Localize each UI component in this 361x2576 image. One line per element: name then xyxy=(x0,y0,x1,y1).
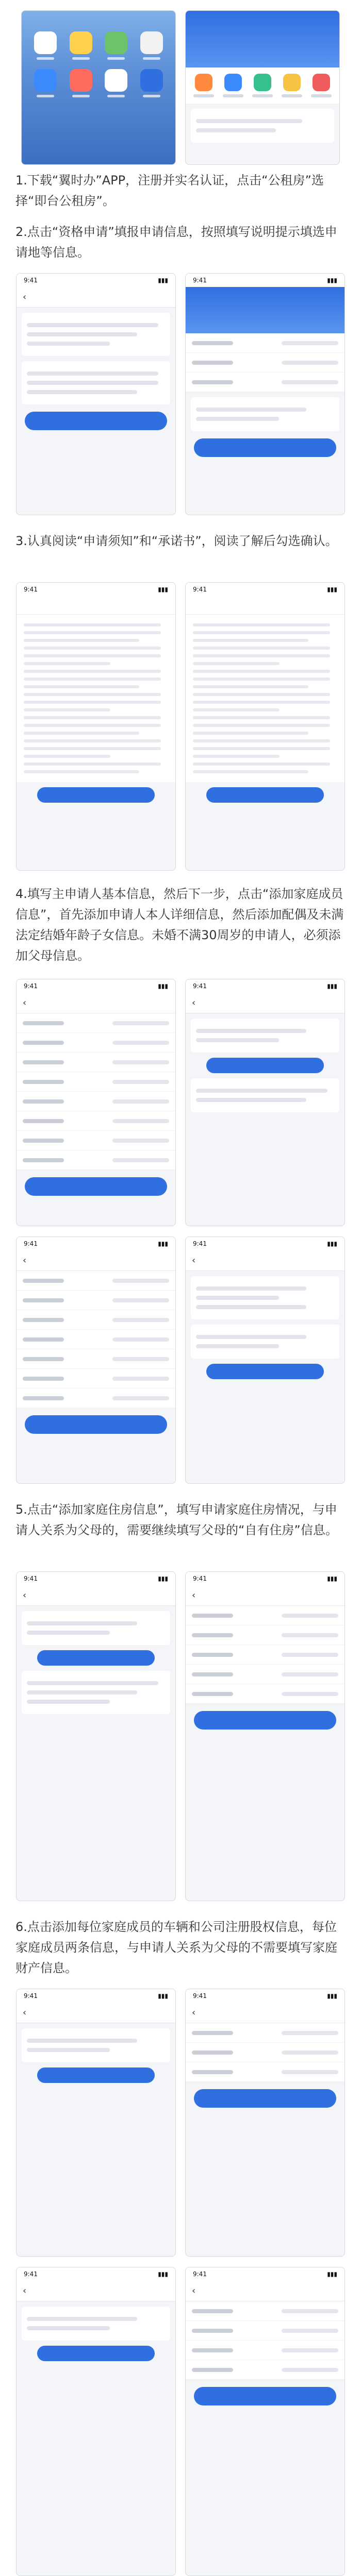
phone-member-detail: 9:41 ▮▮▮ ‹ xyxy=(16,1236,176,1484)
step4-text: 4.填写主申请人基本信息，然后下一步，点击“添加家庭成员信息”，首先添加申请人本人详细信息，然后添加配偶及未满法定结婚年龄子女信息。未婚不满30周岁的申请人，必须添加父母信息。 xyxy=(15,887,344,963)
phone-apply-notice: 9:41 ▮▮▮ xyxy=(16,582,176,871)
phone-housing-info: 9:41 ▮▮▮ ‹ xyxy=(16,1571,176,1901)
phone-app-home xyxy=(185,10,340,165)
phone-qualification-apply: 9:41 ▮▮▮ ‹ xyxy=(16,273,176,515)
phone-commitment-letter: 9:41 ▮▮▮ xyxy=(185,582,345,871)
app-icon xyxy=(140,69,163,92)
step4-screenshots-b xyxy=(0,1236,361,1484)
phone-own-housing: 9:41 ▮▮▮ ‹ xyxy=(185,1571,345,1901)
phone-vehicle-list: 9:41 ▮▮▮ ‹ xyxy=(16,1989,176,2257)
step6-screenshots-a xyxy=(0,1989,361,2257)
step6-text: 6.点击添加每位家庭成员的车辆和公司注册股权信息，每位家庭成员两条信息，与申请人关系为父母的不需要填写家庭财产信息。 xyxy=(15,1920,337,1975)
phone-member-list: 9:41 ▮▮▮ ‹ xyxy=(185,1236,345,1484)
app-icon xyxy=(34,31,57,54)
phone-equity-detail: 9:41 ▮▮▮ ‹ xyxy=(185,2267,345,2576)
step5-text: 5.点击“添加家庭住房信息”，填写申请家庭住房情况，与申请人关系为父母的，需要继续填写父母的“自有住房”信息。 xyxy=(15,1502,338,1537)
phone-apply-region: 9:41 ▮▮▮ xyxy=(185,273,345,515)
step2-text: 2.点击“资格申请”填报申请信息，按照填写说明提示填选申请地等信息。 xyxy=(15,225,337,260)
step4-screenshots-a xyxy=(0,979,361,1226)
phone-home-screen xyxy=(21,10,176,165)
phone-main-applicant-info: 9:41 ▮▮▮ ‹ xyxy=(16,979,176,1226)
app-icon xyxy=(140,31,163,54)
step5-screenshots xyxy=(0,1571,361,1901)
step3-screenshots xyxy=(0,582,361,871)
app-icon xyxy=(34,69,57,92)
step2-screenshots xyxy=(0,273,361,515)
app-icon xyxy=(105,69,127,92)
phone-equity-list: 9:41 ▮▮▮ ‹ xyxy=(16,2267,176,2576)
step6-screenshots-b xyxy=(0,2267,361,2576)
phone-vehicle-detail: 9:41 ▮▮▮ ‹ xyxy=(185,1989,345,2257)
step1-screenshots xyxy=(0,10,361,165)
phone-add-family-member: 9:41 ▮▮▮ ‹ xyxy=(185,979,345,1226)
app-icon xyxy=(70,31,92,54)
step1-text: 1.下载“翼时办”APP，注册并实名认证，点击“公租房”选择“即台公租房”。 xyxy=(15,173,324,208)
app-icon xyxy=(105,31,127,54)
app-icon xyxy=(70,69,92,92)
step3-text: 3.认真阅读“申请须知”和“承诺书”，阅读了解后勾选确认。 xyxy=(15,534,338,548)
